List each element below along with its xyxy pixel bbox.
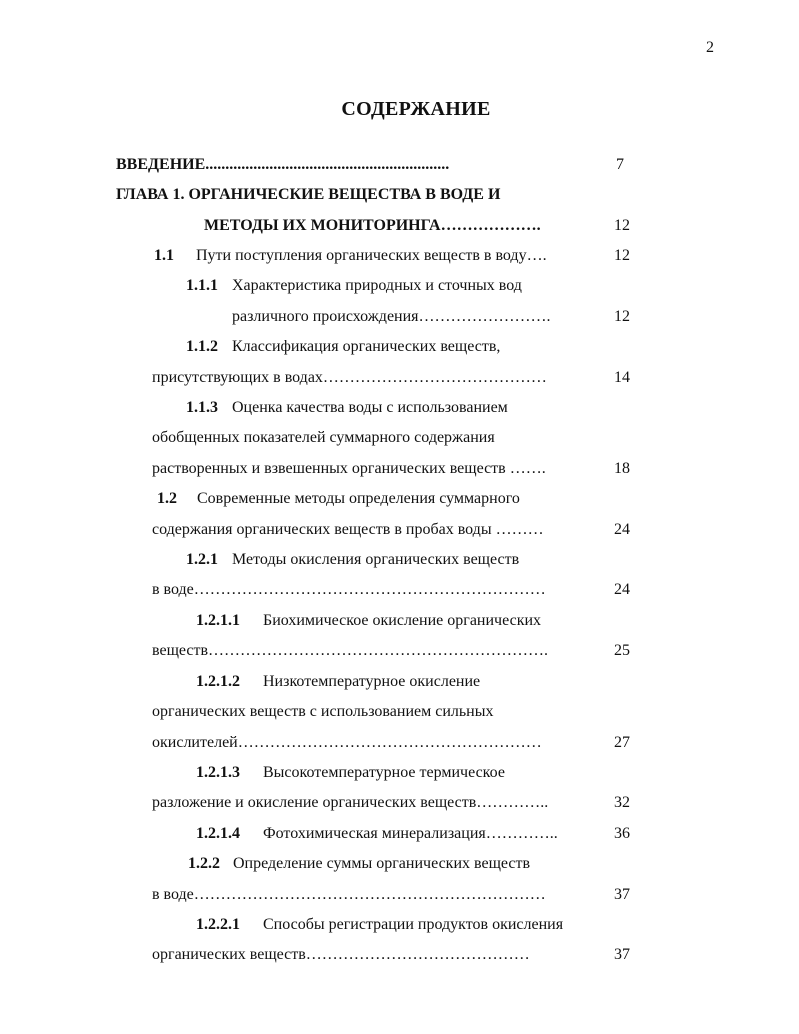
toc-entry-page: 7 <box>616 156 624 173</box>
toc-entry-number: 1.1.3 <box>186 399 218 416</box>
toc-entry-number: 1.2.1.2 <box>196 673 240 690</box>
toc-entry-text: окислителей………………………………………………… <box>152 734 542 751</box>
toc-entry-text: ВВЕДЕНИЕ............................................................. <box>116 156 450 173</box>
toc-entry-number: 1.2.1.4 <box>196 825 240 842</box>
toc-entry-number: 1.2.1.1 <box>196 612 240 629</box>
toc-entry-text: веществ………………………………………………………. <box>152 642 549 659</box>
toc-entry-text: содержания органических веществ в пробах воды ……… <box>152 521 544 538</box>
toc-entry-number: 1.2.1.3 <box>196 764 240 781</box>
toc-entry-page: 24 <box>614 581 630 598</box>
toc-entry-page: 12 <box>614 308 630 325</box>
toc-entry-text: присутствующих в водах…………………………………… <box>152 369 547 386</box>
toc-entry-page: 32 <box>614 794 630 811</box>
toc-entry-text: Способы регистрации продуктов окисления <box>263 916 564 933</box>
toc-entry-text: Низкотемпературное окисление <box>263 673 481 690</box>
toc-entry-text: в воде………………………………………………………… <box>152 886 546 903</box>
toc-entry-page: 37 <box>614 946 630 963</box>
toc-entry-number: 1.2 <box>157 490 177 507</box>
toc-entry-text: Пути поступления органических веществ в воду…. <box>196 247 547 264</box>
toc-entry-text: Характеристика природных и сточных вод <box>232 277 522 294</box>
toc-entry-text: в воде………………………………………………………… <box>152 581 546 598</box>
page-title: СОДЕРЖАНИЕ <box>341 98 491 120</box>
toc-entry-page: 27 <box>614 734 630 751</box>
toc-entry-text: растворенных и взвешенных органических веществ ……. <box>152 460 546 477</box>
toc-entry-page: 36 <box>614 825 630 842</box>
toc-entry-page: 12 <box>614 247 630 264</box>
toc-entry-page: 18 <box>614 460 630 477</box>
page-number: 2 <box>706 39 714 56</box>
toc-entry-text: Оценка качества воды с использованием <box>232 399 508 416</box>
toc-entry-text: Биохимическое окисление органических <box>263 612 542 629</box>
toc-entry-number: 1.2.1 <box>186 551 218 568</box>
toc-entry-number: 1.2.2.1 <box>196 916 240 933</box>
toc-entry-text: обобщенных показателей суммарного содержания <box>152 429 495 446</box>
toc-entry-page: 14 <box>614 369 630 386</box>
toc-entry-page: 12 <box>614 217 630 234</box>
toc-entry-text: органических веществ с использованием сильных <box>152 703 494 720</box>
toc-entry-text: Определение суммы органических веществ <box>233 855 531 872</box>
toc-entry-text: разложение и окисление органических веществ………….. <box>152 794 549 811</box>
toc-entry-number: 1.1.2 <box>186 338 218 355</box>
toc-entry-page: 25 <box>614 642 630 659</box>
toc-entry-text: Методы окисления органических веществ <box>232 551 520 568</box>
toc-entry-number: 1.1 <box>154 247 174 264</box>
toc-entry-text: Высокотемпературное термическое <box>263 764 505 781</box>
toc-entry-text: Современные методы определения суммарного <box>197 490 520 507</box>
toc-entry-page: 37 <box>614 886 630 903</box>
toc-entry-text: Фотохимическая минерализация………….. <box>263 825 558 842</box>
toc-entry-text: МЕТОДЫ ИХ МОНИТОРИНГА………………. <box>204 217 541 234</box>
toc-entry-text: Классификация органических веществ, <box>232 338 501 355</box>
toc-entry-text: органических веществ…………………………………… <box>152 946 530 963</box>
toc-entry-number: 1.2.2 <box>188 855 220 872</box>
toc-entry-page: 24 <box>614 521 630 538</box>
toc-entry-text: ГЛАВА 1. ОРГАНИЧЕСКИЕ ВЕЩЕСТВА В ВОДЕ И <box>116 186 501 203</box>
toc-entry-number: 1.1.1 <box>186 277 218 294</box>
toc-entry-text: различного происхождения……………………. <box>232 308 551 325</box>
